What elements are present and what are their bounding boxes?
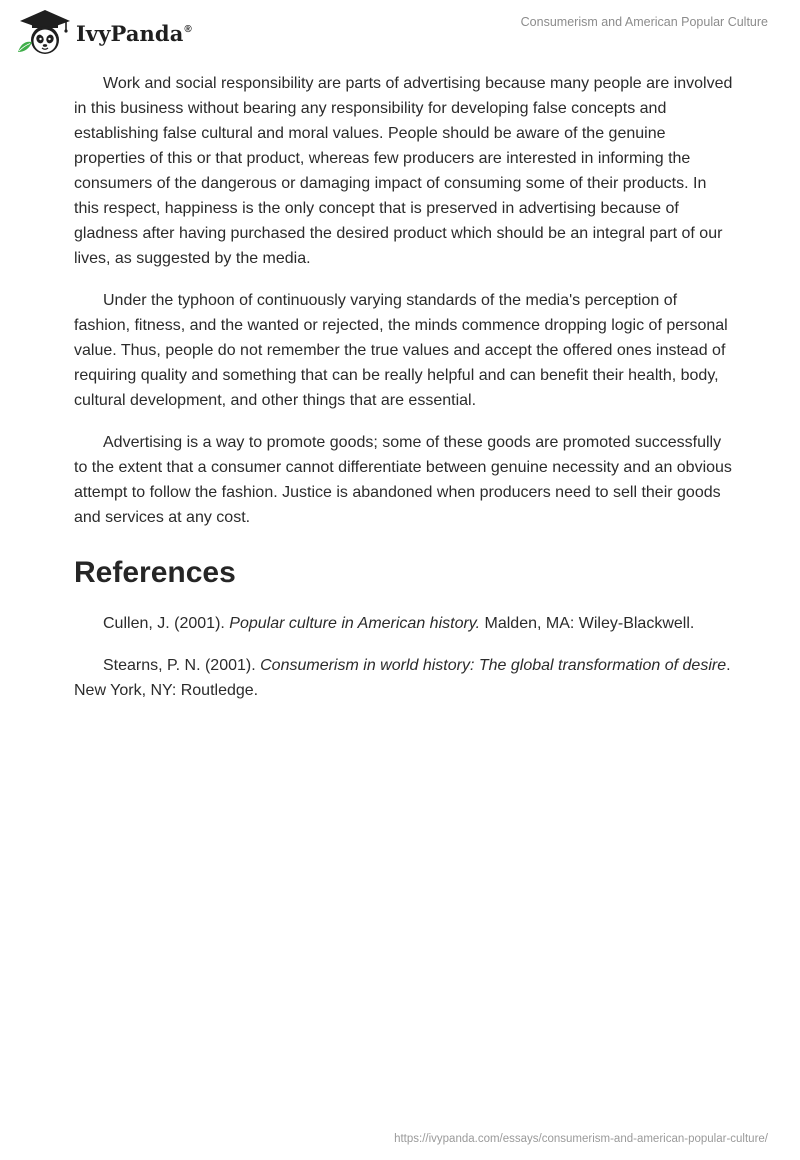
reference-publisher: Malden, MA: Wiley-Blackwell. — [480, 615, 695, 632]
reference-title: Consumerism in world history: The global transformation of desire — [260, 657, 727, 674]
brand-name — [76, 21, 192, 46]
brand-logo[interactable] — [14, 8, 192, 56]
body-paragraph: Advertising is a way to promote goods; some of these goods are promoted successfully to the extent that a consumer cannot differentiate between genuine necessity and an obvious attempt to follow the fashion. Justice is abandoned when producers need to sell their goods and services at any cost. — [74, 434, 732, 526]
panda-graduate-icon — [14, 8, 74, 56]
body-paragraph: Work and social responsibility are parts of advertising because many people are involved in this business without bearing any responsibility for developing false concepts and establishing false cultural and moral values. People should be aware of the genuine properties of this or that product, whereas few producers are interested in informing the consumers of the dangerous or damaging impact of consuming some of their products. In this respect, happiness is the only concept that is preserved in advertising because of gladness after having purchased the desired product which should be an integral part of our lives, as suggested by the media. — [74, 75, 733, 267]
source-url[interactable]: https://ivypanda.com/essays/consumerism-and-american-popular-culture/ — [394, 1133, 768, 1145]
brand-name-text: IvyPanda — [76, 20, 184, 46]
reference-item — [74, 611, 734, 636]
body-paragraph: Under the typhoon of continuously varying standards of the media's perception of fashion, fitness, and the wanted or rejected, the minds commence dropping logic of personal value. Thus, people do not remember the true values and accept the offered ones instead of requiring quality and something that can be really helpful and can benefit their health, body, cultural development, and other things that are essential. — [74, 292, 728, 409]
page-header — [0, 0, 800, 64]
registered-mark: ® — [184, 23, 192, 35]
running-title: Consumerism and American Popular Culture — [520, 15, 768, 29]
essay-content — [74, 71, 734, 720]
references-heading: References — [74, 556, 236, 589]
reference-title: Popular culture in American history. — [229, 615, 481, 632]
reference-authors: Stearns, P. N. (2001). — [103, 657, 261, 674]
reference-authors: Cullen, J. (2001). — [103, 615, 230, 632]
reference-publisher: . New York, NY: Routledge. — [74, 657, 731, 699]
reference-item — [74, 653, 734, 703]
